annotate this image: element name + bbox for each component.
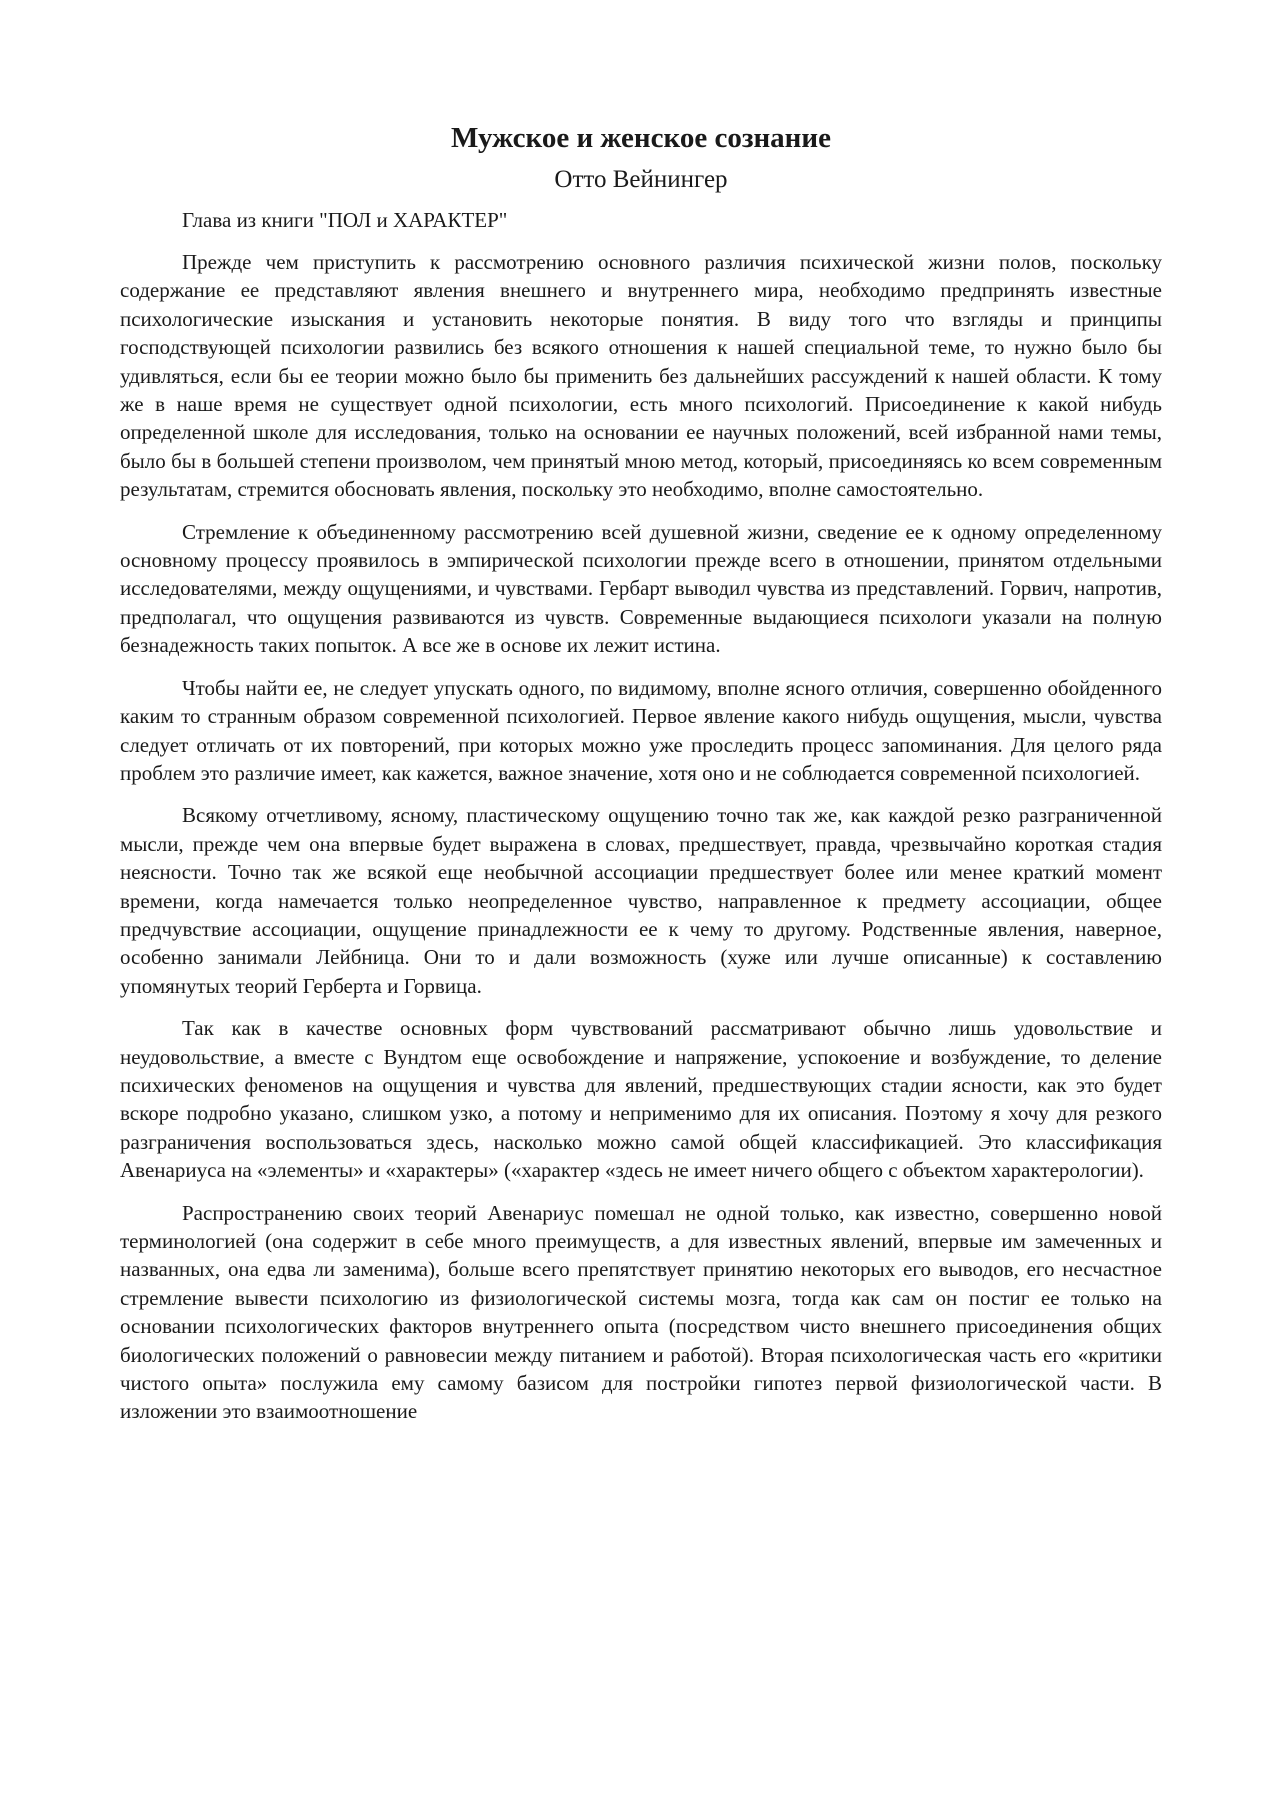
paragraph: Чтобы найти ее, не следует упускать одного, по видимому, вполне ясного отличия, совершенно обойденного каким то странным образом современной психологией. Первое явление какого нибудь ощущения, мысли, чувства следует отличать от их повторений, при которых можно уже проследить процесс запоминания. Для целого ряда проблем это различие имеет, как кажется, важное значение, хотя оно и не соблюдается современной психологией. bbox=[120, 675, 1162, 785]
chapter-source: Глава из книги "ПОЛ и ХАРАКТЕР" bbox=[182, 208, 508, 232]
paragraph: Стремление к объединенному рассмотрению всей душевной жизни, сведение ее к одному определенному основному процессу проявилось в эмпирической психологии прежде всего в отношении, принятом отдельными исследователями, между ощущениями, и чувствами. Гербарт выводил чувства из представлений. Горвич, напротив, предполагал, что ощущения развиваются из чувств. Современные выдающиеся психологи указали на полную безнадежность таких попыток. А все же в основе их лежит истина. bbox=[120, 519, 1162, 658]
paragraph: Всякому отчетливому, ясному, пластическому ощущению точно так же, как каждой резко разграниченной мысли, прежде чем она впервые будет выражена в словах, предшествует, правда, чрезвычайно короткая стадия неясности. Точно так же всякой еще необычной ассоциации предшествует более или менее краткий момент времени, когда намечается только неопределенное чувство, направленное к предмету ассоциации, общее предчувствие ассоциации, ощущение принадлежности ее к чему то другому. Родственные явления, наверное, особенно занимали Лейбница. Они то и дали возможность (хуже или лучше описанные) к составлению упомянутых теорий Герберта и Горвица. bbox=[120, 803, 1162, 998]
paragraph: Так как в качестве основных форм чувствований рассматривают обычно лишь удовольствие и неудовольствие, а вместе с Вундтом еще освобождение и напряжение, успокоение и возбуждение, то деление психических феноменов на ощущения и чувства для явлений, предшествующих стадии ясности, как это будет вскоре подробно указано, слишком узко, а потому и неприменимо для их описания. Поэтому я хочу для резкого разграничения воспользоваться здесь, насколько можно самой общей классификацией. Это классификация Авенариуса на «элементы» и «характеры» («характер «здесь не имеет ничего общего с объектом характерологии). bbox=[120, 1016, 1162, 1183]
document-title: Мужское и женское сознание bbox=[451, 122, 831, 154]
paragraph: Распространению своих теорий Авенариус помешал не одной только, как известно, совершенно новой терминологией (она содержит в себе много преимуществ, а для известных явлений, впервые им замеченных и названных, она едва ли заменима), больше всего препятствует принятию некоторых его выводов, его несчастное стремление вывести психологию из физиологической системы мозга, тогда как сам он постиг ее только на основании психологических факторов внутреннего опыта (посредством чисто внешнего присоединения общих биологических положений о равновесии между питанием и работой). Вторая психологическая часть его «критики чистого опыта» послужила ему самому базисом для постройки гипотез первой физиологической части. В изложении это взаимоотношение bbox=[120, 1200, 1162, 1424]
document-author: Отто Вейнингер bbox=[554, 166, 728, 193]
paragraph: Прежде чем приступить к рассмотрению основного различия психической жизни полов, поскольку содержание ее представляют явления внешнего и внутреннего мира, необходимо предпринять известные психологические изыскания и установить некоторые понятия. В виду того что взгляды и принципы господствующей психологии развились без всякого отношения к нашей специальной теме, то нужно было бы удивляться, если бы ее теории можно было бы применить без дальнейших рассуждений к нашей области. К тому же в наше время не существует одной психологии, есть много психологий. Присоединение к какой нибудь определенной школе для исследования, только на основании ее научных положений, всей избранной нами темы, было бы в большей степени произволом, чем принятый мною метод, который, присоединяясь ко всем современным результатам, стремится обосновать явления, поскольку это необходимо, вполне самостоятельно. bbox=[120, 250, 1162, 502]
